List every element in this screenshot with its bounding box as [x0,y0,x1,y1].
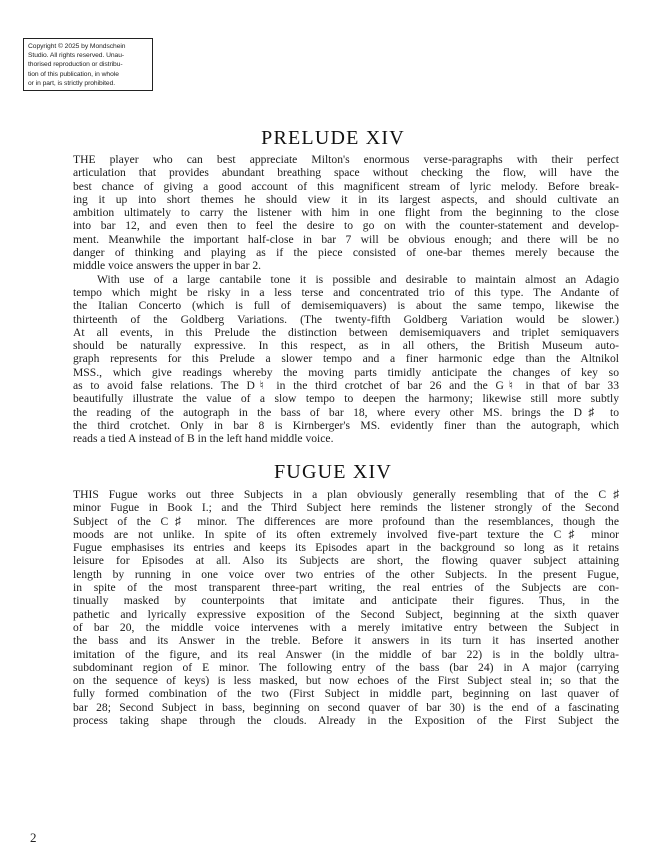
copyright-line: Copyright © 2025 by Mondschein [28,43,126,50]
text-line: tinually masked by counterpoints that imitate and anticipate their figures. Thus, in the [73,594,619,608]
text-line: should be naturally expressive. In this respect, as in all others, the British Museum auto- [73,339,619,353]
prelude-title: PRELUDE XIV [261,127,405,149]
text-line: on the sequence of keys) is less masked, but now echoes of the First Subject steal in; so that the [73,674,619,688]
text-line: danger of thinking and playing as if the piece consisted of one-bar themes merely because the [73,246,619,260]
text-line: moods are not unlike. In spite of its often extremely involved five-part texture the C♯ minor [73,527,619,541]
text-line: graph represents for this Prelude a slower tempo and a finer harmonic edge than the Altnikol [73,352,619,366]
text-line: best chance of giving a good account of this magnificent stream of lyric melody. Before break- [73,179,619,193]
text-line: articulation that provides abundant breathing space without checking the flow, will have the [73,166,619,180]
text-line: reads a tied A instead of B in the left hand middle voice. [73,432,334,446]
copyright-line: tion of this publication, in whole [28,70,119,78]
text-line: pathetic and lyrically expressive exposition of the Second Subject, beginning at the sixth quaver [73,607,619,621]
text-line: subdominant region of E minor. The following entry of the bass (bar 24) in A major (carrying [73,660,619,674]
text-line: imitation of the figure, and its real Answer (in the middle of bar 22) is in the boldly ultra- [73,647,619,661]
text-line: fully formed combination of the two (First Subject in middle part, beginning on last quaver of [73,687,619,701]
text-line: the Italian Concerto (which is full of demisemiquavers) is about the same tempo, likewise the [73,299,619,313]
fugue-title: FUGUE XIV [273,461,393,483]
page-number: 2 [30,830,37,845]
text-line: in spite of the most transparent three-part writing, the real entries of the Subjects are con- [73,581,619,595]
text-line: tempo which might be risky in a less terse and concentrated trio of this type. The Andante of [73,285,619,299]
text-line: THE player who can best appreciate Milton's enormous verse-paragraphs with their perfect [73,153,619,166]
text-line: the third crotchet. Only in bar 8 is Kirnberger's MS. evidently finer than the autograph, which [73,418,619,432]
text-line: MSS., which give readings whereby the moving parts timidly anticipate the changes of key so [73,365,619,379]
text-line: process taking shape through the clouds. Already in the Exposition of the First Subject the [73,714,619,728]
text-line: beautifully illustrate the value of a slow tempo to deepen the harmony; likewise still more subtly [73,392,619,406]
text-line: middle voice answers the upper in bar 2. [73,259,262,273]
text-line: the bass and its Answer in the treble. Before it answers in its turn it has inserted another [73,634,619,648]
text-line: At all events, in this Prelude the distinction between demisemiquavers and triplet semiquavers [73,325,619,339]
text-line: bar 28; Second Subject in bass, beginning on second quaver of bar 30) is the end of a fascinating [73,700,619,714]
text-line: Fugue emphasises its entries and keeps its Episodes apart in the background so long as it retains [73,541,619,555]
text-line: ing it up into short themes he should view it in its largest aspects, and should cultivate an [73,192,619,206]
text-line: Subject of the C♯ minor. The differences are more profound than the resemblances, though the [73,514,619,528]
text-line: minor Fugue in Book I.; and the Third Subject here reminds the listener strongly of the Second [73,501,619,515]
text-line: THIS Fugue works out three Subjects in a plan obviously generally resembling that of the C♯ [73,488,619,501]
text-line: With use of a large cantabile tone it is possible and desirable to maintain almost an Adagio [97,272,619,286]
text-line: leisure for Episodes at all. Also its Subjects are short, the flowing quaver subject attaining [73,554,619,568]
text-line: into bar 12, and even then to feel the desire to go on with the counter-statement and develop- [73,219,619,233]
text-line: length by running in one voice over two entries of the other Subjects. In the present Fugue, [73,567,619,581]
copyright-line: or in part, is strictly prohibited. [28,79,116,87]
text-line: thirteenth of the Goldberg Variations. (The twenty-fifth Goldberg Variation would be slower.) [73,312,619,326]
fugue-text [73,488,619,727]
text-line: ment. Meanwhile the important half-close in bar 7 will be obvious enough; and there will be no [73,232,619,246]
text-line: the reading of the autograph in the bass of bar 18, where every other MS. brings the D♯ to [73,405,619,419]
text-line: of bar 20, the middle voice intervenes with a merely imitative entry between the Subject in [73,620,619,634]
prelude-text [73,153,619,446]
copyright-line: Studio. All rights reserved. Unau- [28,52,125,60]
copyright-notice [23,38,153,91]
copyright-line: thorised reproduction or distribu- [28,61,123,69]
text-line: ambition ultimately to carry the listener with him in one flight from the beginning to the close [73,206,619,220]
text-line: as to avoid false relations. The D♮ in the third crotchet of bar 26 and the G♮ in that of bar 33 [73,379,619,393]
